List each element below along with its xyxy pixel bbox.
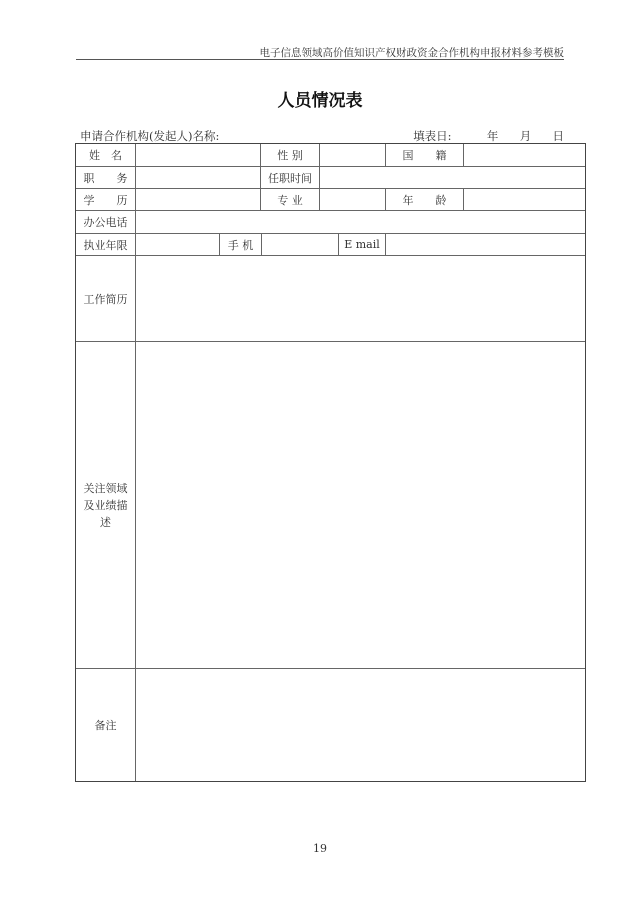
form-row-position [76,167,585,189]
value-name[interactable] [136,144,261,166]
label-position: 职 务 [76,167,136,188]
value-remarks[interactable] [136,669,585,781]
form-row-focus [76,342,585,669]
value-email[interactable] [386,234,585,255]
label-office-phone: 办公电话 [76,211,136,233]
label-gender: 性 别 [261,144,320,166]
label-focus-line2: 及业绩描 [83,498,128,512]
personnel-form [75,143,586,782]
running-header: 电子信息领域高价值知识产权财政资金合作机构申报材料参考模板 [259,47,564,59]
page-title: 人员情况表 [277,91,363,111]
label-mobile: 手 机 [220,234,262,255]
value-practice-years[interactable] [136,234,220,255]
label-remarks: 备注 [76,669,136,781]
form-row-work-history [76,256,585,342]
fill-date-label: 填表日: [413,129,452,143]
label-major: 专 业 [261,189,320,210]
label-work-history: 工作简历 [76,256,136,341]
label-name: 姓 名 [76,144,136,166]
form-row-office-phone [76,211,585,234]
label-focus-line3: 述 [100,515,111,529]
value-position[interactable] [136,167,261,188]
label-practice-years: 执业年限 [76,234,136,255]
label-nationality: 国 籍 [386,144,464,166]
value-tenure[interactable] [320,167,585,188]
label-focus-line1: 关注领域 [83,481,128,495]
fill-date-year: 年 [486,129,499,143]
value-work-history[interactable] [136,256,585,341]
value-office-phone[interactable] [136,211,585,233]
header-rule [76,59,564,60]
form-row-name [76,144,585,167]
form-row-education [76,189,585,211]
label-age: 年 龄 [386,189,464,210]
value-nationality[interactable] [464,144,585,166]
org-name-label: 申请合作机构(发起人)名称: [80,129,220,143]
form-row-practice [76,234,585,256]
value-focus[interactable] [136,342,585,668]
value-mobile[interactable] [262,234,339,255]
value-age[interactable] [464,189,585,210]
value-education[interactable] [136,189,261,210]
page-number: 19 [313,842,327,855]
value-gender[interactable] [320,144,386,166]
form-row-remarks [76,669,585,781]
label-tenure: 任职时间 [261,167,320,188]
fill-date-day: 日 [552,129,564,143]
fill-date [413,128,564,144]
fill-date-month: 月 [519,129,532,143]
label-email: E mail [339,234,386,255]
label-focus [76,342,136,668]
label-education: 学 历 [76,189,136,210]
value-major[interactable] [320,189,386,210]
